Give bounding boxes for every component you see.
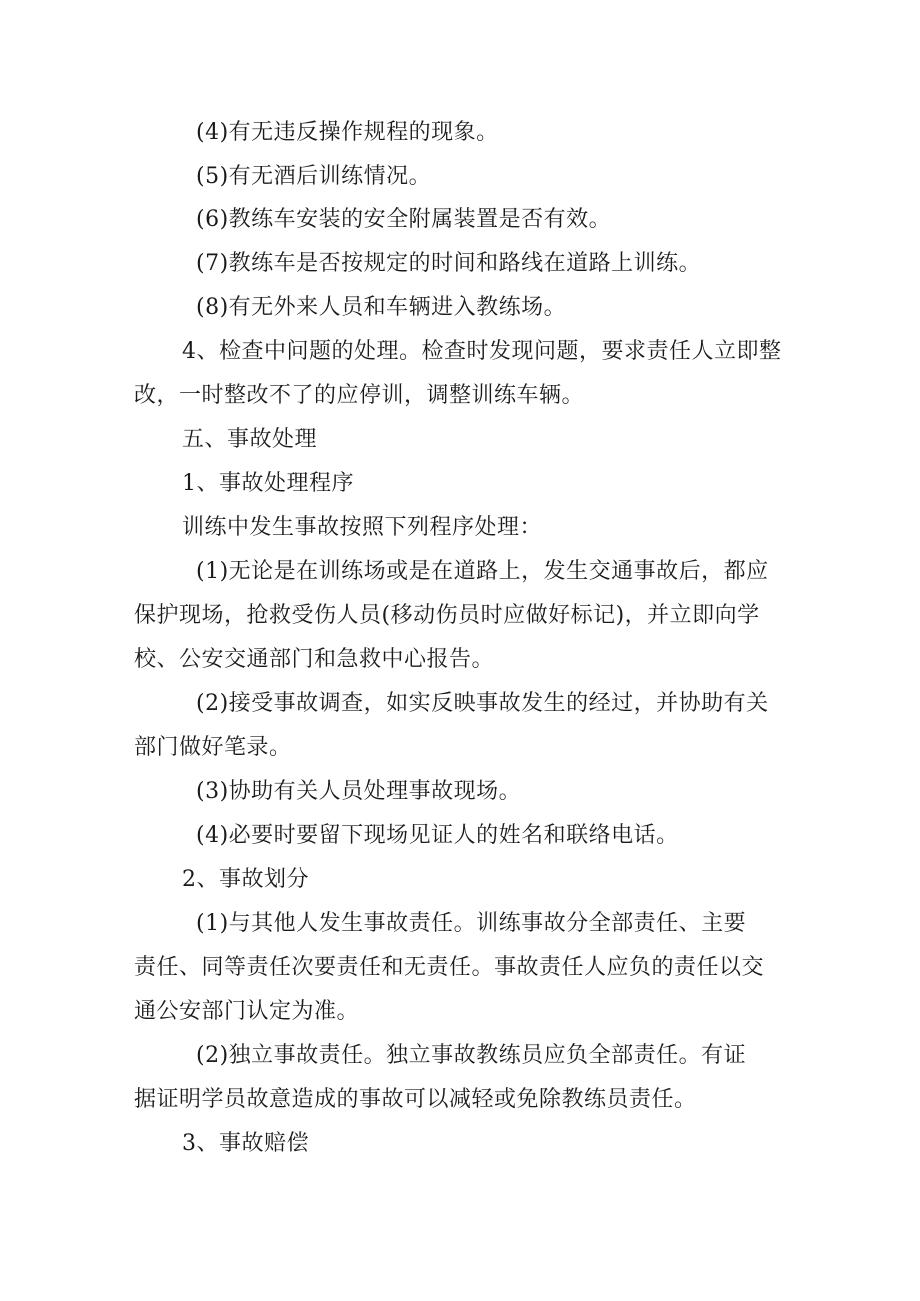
text-line: 改，一时整改不了的应停训，调整训练车辆。 (134, 383, 585, 408)
text-line: (4)必要时要留下现场见证人的姓名和联络电话。 (196, 823, 679, 848)
text-line: 部门做好笔录。 (134, 735, 292, 760)
text-line: (1)与其他人发生事故责任。训练事故分全部责任、主要 (196, 911, 747, 936)
text-line: (4)有无违反操作规程的现象。 (196, 120, 499, 145)
subsection-heading: 3、事故赔偿 (182, 1131, 309, 1156)
text-line: 保护现场，抢救受伤人员(移动伤员时应做好标记)，并立即向学 (134, 603, 760, 628)
text-line: 4、检查中问题的处理。检查时发现问题，要求责任人立即整 (182, 339, 782, 364)
text-line: (3)协助有关人员处理事故现场。 (196, 779, 522, 804)
text-line: 通公安部门认定为准。 (134, 999, 360, 1024)
text-line: (1)无论是在训练场或是在道路上，发生交通事故后，都应 (196, 559, 769, 584)
section-heading: 五、事故处理 (182, 427, 318, 452)
text-line: (7)教练车是否按规定的时间和路线在道路上训练。 (196, 251, 702, 276)
text-line: (8)有无外来人员和车辆进入教练场。 (196, 295, 567, 320)
text-line: 训练中发生事故按照下列程序处理： (182, 515, 543, 540)
text-line: 责任、同等责任次要责任和无责任。事故责任人应负的责任以交 (134, 955, 765, 980)
text-line: (2)接受事故调查，如实反映事故发生的经过，并协助有关 (196, 691, 769, 716)
subsection-heading: 1、事故处理程序 (182, 471, 354, 496)
subsection-heading: 2、事故划分 (182, 867, 309, 892)
text-line: (2)独立事故责任。独立事故教练员应负全部责任。有证 (196, 1043, 747, 1068)
text-line: (5)有无酒后训练情况。 (196, 164, 432, 189)
text-line: (6)教练车安装的安全附属装置是否有效。 (196, 207, 612, 232)
text-line: 校、公安交通部门和急救中心报告。 (134, 647, 495, 672)
text-line: 据证明学员故意造成的事故可以减轻或免除教练员责任。 (134, 1087, 697, 1112)
